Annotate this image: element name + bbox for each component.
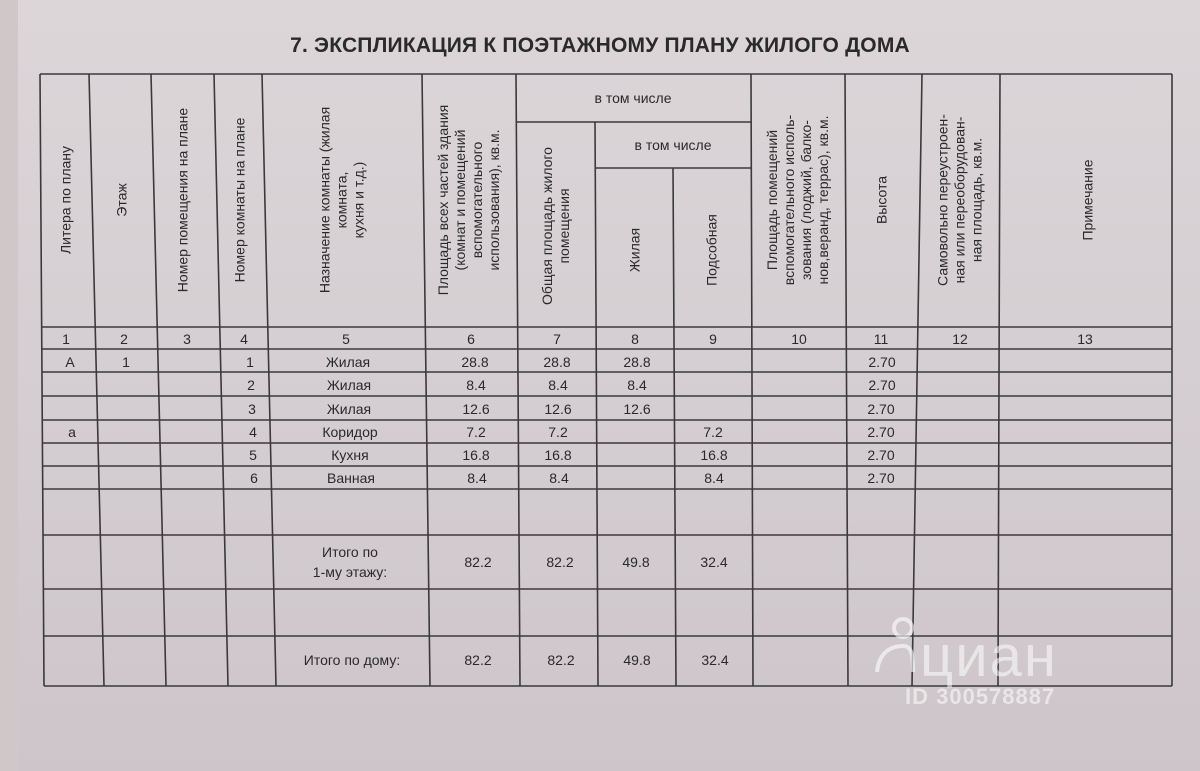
cell-height: 2.70: [867, 470, 895, 486]
cell-name: Ванная: [327, 470, 375, 486]
column-number: 11: [873, 331, 889, 347]
cell-room: 3: [248, 401, 256, 417]
column-number: 12: [952, 331, 968, 347]
header-room-purpose: Назначение комнаты (жилая комната, кухня и т.д.): [316, 106, 367, 294]
cell-total-living: 16.8: [544, 447, 572, 463]
header-auxiliary-use-area: Площадь помещений вспомогательного исполь- зования (лоджий, балко- нов,веранд, террас), кв.м.: [764, 114, 831, 286]
header-living: Жилая: [626, 227, 643, 273]
cell-room: 5: [249, 447, 257, 463]
cell-name: Жилая: [326, 377, 372, 393]
cell-height: 2.70: [867, 401, 895, 417]
cell-room: 6: [250, 470, 258, 486]
house-total-living: 49.8: [623, 652, 651, 668]
floor-total-aux: 32.4: [700, 554, 728, 570]
cell-height: 2.70: [867, 447, 895, 463]
floor-total-all: 82.2: [464, 554, 492, 570]
cell-total-living: 8.4: [548, 377, 568, 393]
cell-living: 8.4: [627, 377, 647, 393]
cell-floor: 1: [122, 354, 130, 370]
column-number: 9: [709, 331, 717, 347]
cell-height: 2.70: [868, 354, 896, 370]
cell-room: 4: [249, 424, 257, 440]
column-number: 3: [183, 331, 191, 347]
header-premise-number: Номер помещения на плане: [174, 107, 191, 293]
cell-total-all: 8.4: [467, 470, 487, 486]
header-litera: Литера по плану: [57, 145, 74, 255]
cell-name: Жилая: [326, 401, 372, 417]
cell-total-all: 7.2: [466, 424, 486, 440]
column-number: 5: [342, 331, 350, 347]
cell-height: 2.70: [868, 377, 896, 393]
header-auxiliary: Подсобная: [703, 214, 720, 286]
cell-total-all: 16.8: [462, 447, 490, 463]
cell-total-all: 8.4: [466, 377, 486, 393]
column-number: 8: [631, 331, 639, 347]
house-total-all: 82.2: [464, 652, 492, 668]
house-total-living-area: 82.2: [547, 652, 575, 668]
cell-name: Коридор: [322, 424, 378, 440]
column-number: 4: [240, 331, 248, 347]
column-number: 1: [62, 331, 70, 347]
house-total-aux: 32.4: [701, 652, 729, 668]
header-room-number: Номер комнаты на плане: [231, 117, 248, 283]
watermark-name: циан: [920, 624, 1058, 689]
cell-aux: 7.2: [703, 424, 723, 440]
column-number: 10: [791, 331, 807, 347]
floor-total-living-area: 82.2: [546, 554, 574, 570]
header-unauthorized-area: Самовольно переустроен- ная или переоборудован- ная площадь, кв.м.: [934, 114, 985, 286]
cell-name: Жилая: [325, 354, 371, 370]
cell-total-living: 7.2: [548, 424, 568, 440]
header-total-living-area: Общая площадь жилого помещения: [539, 147, 572, 305]
document-title: 7. ЭКСПЛИКАЦИЯ К ПОЭТАЖНОМУ ПЛАНУ ЖИЛОГО ДОМА: [290, 34, 910, 57]
cell-room: 1: [246, 354, 254, 370]
cell-living: 28.8: [623, 354, 651, 370]
cell-living: 12.6: [623, 401, 651, 417]
cian-logo-icon: [873, 612, 917, 676]
cell-total-living: 12.6: [544, 401, 572, 417]
cell-litera: а: [68, 424, 76, 440]
cell-name: Кухня: [331, 447, 369, 463]
cell-total-all: 28.8: [461, 354, 489, 370]
header-group-including: в том числе: [594, 90, 672, 106]
cell-total-living: 28.8: [543, 354, 571, 370]
header-note: Примечание: [1079, 159, 1096, 241]
cell-aux: 16.8: [700, 447, 728, 463]
house-total-label: Итого по дому:: [303, 652, 401, 668]
header-floor: Этаж: [113, 183, 130, 217]
cell-litera: А: [65, 354, 75, 370]
column-number: 7: [553, 331, 561, 347]
floor-total-living: 49.8: [622, 554, 650, 570]
column-number: 2: [120, 331, 128, 347]
cell-aux: 8.4: [704, 470, 724, 486]
column-number: 13: [1077, 331, 1093, 347]
column-number: 6: [467, 331, 475, 347]
header-subgroup-including: в том числе: [634, 137, 712, 153]
header-height: Высота: [873, 175, 890, 225]
watermark-id: ID 300578887: [905, 684, 1056, 709]
cell-total-living: 8.4: [549, 470, 569, 486]
cell-height: 2.70: [867, 424, 895, 440]
header-total-area-all: Площадь всех частей здания (комнат и помещений вспомогательного использования), кв.м.: [435, 104, 502, 296]
cell-room: 2: [247, 377, 255, 393]
cell-total-all: 12.6: [462, 401, 490, 417]
floor-total-label: Итого по 1-му этажу:: [312, 544, 388, 580]
